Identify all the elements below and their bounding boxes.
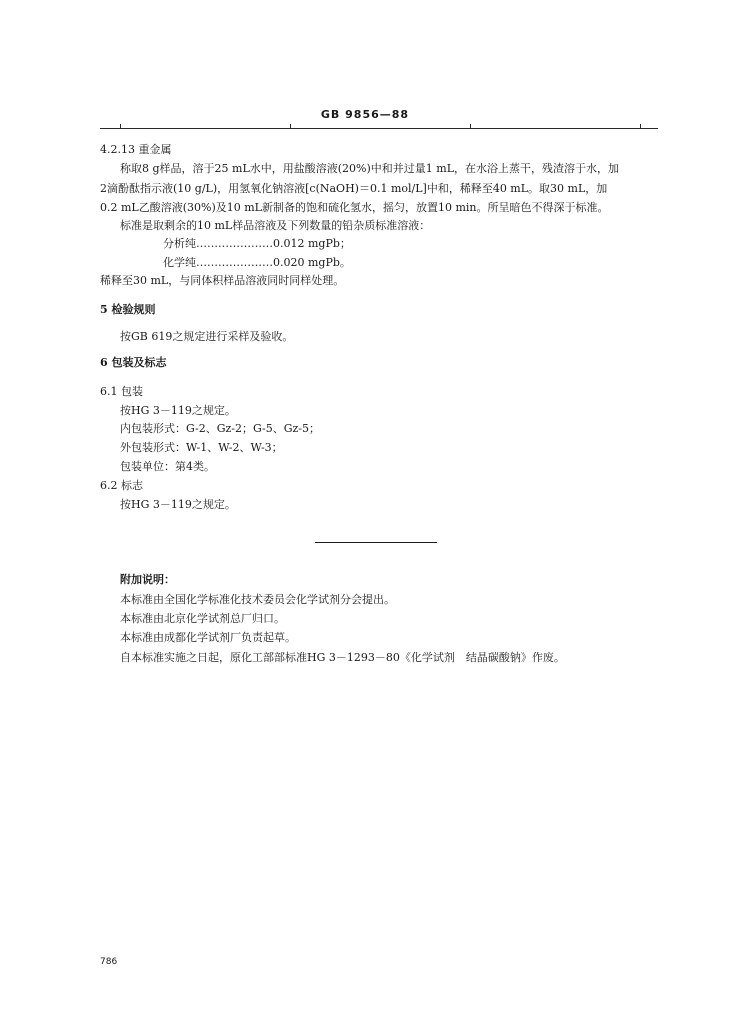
- packaging-line: 包装单位：第4类。: [120, 460, 215, 473]
- header-rule: [100, 128, 658, 129]
- header-rule-tick: [290, 124, 291, 129]
- section-6-2-body: 按HG 3－119之规定。: [120, 498, 236, 511]
- separator-line: [315, 542, 437, 543]
- appendix-line: 本标准由全国化学标准化技术委员会化学试剂分会提出。: [120, 593, 395, 606]
- section-heading-6-1: 6.1 包装: [100, 385, 143, 398]
- appendix-line: 自本标准实施之日起，原化工部部标准HG 3－1293－80《化学试剂 结晶碳酸钠》作废。: [120, 651, 565, 664]
- packaging-line: 按HG 3－119之规定。: [120, 404, 236, 417]
- grade-chemical-pure: 化学纯…………………0.020 mgPb。: [163, 256, 351, 269]
- closing-line: 稀释至30 mL，与同体积样品溶液同时同样处理。: [100, 274, 345, 287]
- header-rule-tick: [120, 124, 121, 129]
- packaging-line: 内包装形式：G-2、Gz-2；G-5、Gz-5；: [120, 422, 321, 435]
- appendix-line: 本标准由成都化学试剂厂负责起草。: [120, 631, 296, 644]
- paragraph-line: 0.2 mL乙酸溶液(30%)及10 mL新制备的饱和硫化氢水，摇匀，放置10 min。所呈暗色不得深于标准。: [100, 201, 609, 214]
- packaging-line: 外包装形式：W-1、W-2、W-3；: [120, 441, 283, 454]
- page-number: 786: [100, 957, 118, 967]
- section-heading-4-2-13: 4.2.13 重金属: [100, 143, 172, 156]
- grade-analytical-pure: 分析纯…………………0.012 mgPb；: [163, 237, 351, 250]
- standard-intro: 标准是取剩余的10 mL样品溶液及下列数量的铅杂质标准溶液：: [120, 219, 431, 232]
- paragraph-line: 称取8 g样品，溶于25 mL水中，用盐酸溶液(20%)中和并过量1 mL，在水浴上蒸干，残渣溶于水，加: [120, 162, 620, 175]
- paragraph-line: 2滴酚酞指示液(10 g/L)，用氢氧化钠溶液[c(NaOH)＝0.1 mol/L]中和，稀释至40 mL。取30 mL，加: [100, 182, 608, 195]
- section-heading-5: 5 检验规则: [100, 303, 156, 316]
- header-rule-tick: [640, 124, 641, 129]
- appendix-line: 本标准由北京化学试剂总厂归口。: [120, 612, 285, 625]
- section-heading-6-2: 6.2 标志: [100, 479, 143, 492]
- section-5-body: 按GB 619之规定进行采样及验收。: [120, 330, 294, 343]
- section-heading-6: 6 包装及标志: [100, 356, 167, 369]
- header-rule-tick: [470, 124, 471, 129]
- page-header-standard-code: GB 9856—88: [320, 108, 410, 121]
- appendix-title: 附加说明：: [120, 573, 175, 586]
